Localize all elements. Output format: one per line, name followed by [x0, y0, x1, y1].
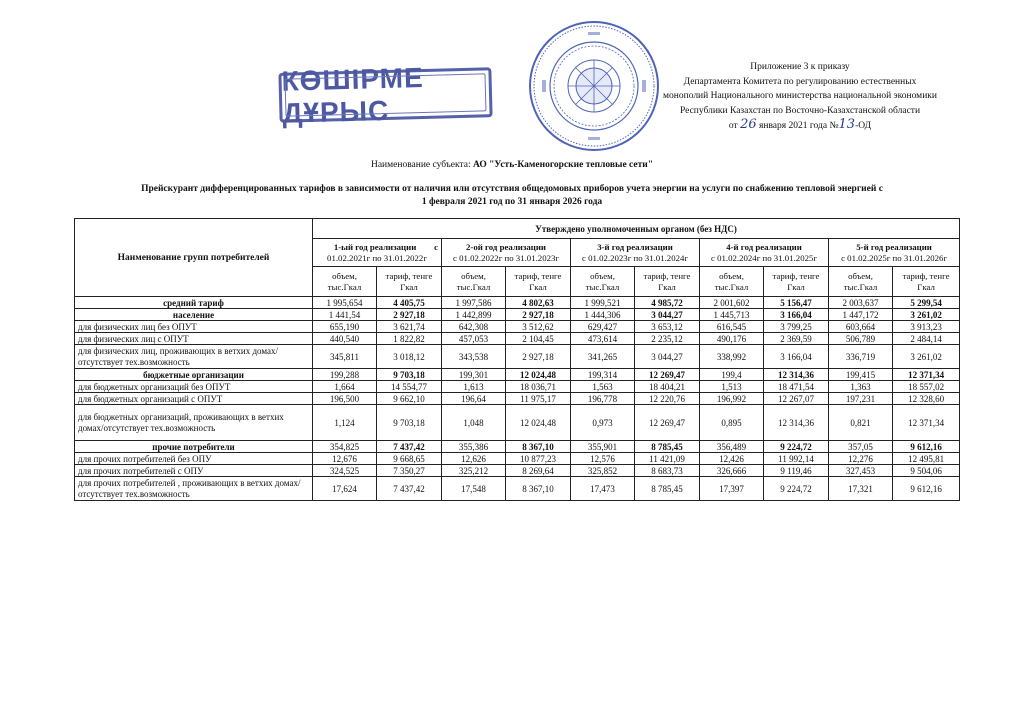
tariff-cell: 18 404,21	[635, 381, 700, 393]
consumer-group-name: население	[75, 309, 313, 321]
volume-cell: 197,231	[829, 393, 893, 405]
volume-cell: 12,276	[829, 453, 893, 465]
tariff-cell: 3 166,04	[764, 309, 829, 321]
period-range: с 01.02.2024г по 31.01.2025г	[711, 252, 817, 263]
tariff-cell: 18 036,71	[506, 381, 571, 393]
consumer-group-name: для физических лиц без ОПУТ	[75, 321, 313, 333]
volume-cell: 196,64	[442, 393, 506, 405]
date-middle: января 2021 года №	[758, 121, 839, 131]
tariff-cell: 3 166,04	[764, 345, 829, 369]
tariff-cell: 12 220,76	[635, 393, 700, 405]
table-row	[75, 321, 960, 333]
tariff-cell: 2 369,59	[764, 333, 829, 345]
tariff-cell: 12 314,36	[764, 369, 829, 381]
tariff-cell: 11 992,14	[764, 453, 829, 465]
tariff-cell: 12 371,34	[893, 369, 960, 381]
tariff-cell: 9 612,16	[893, 441, 960, 453]
tariff-cell: 7 437,42	[377, 477, 442, 501]
tariff-cell: 12 024,48	[506, 405, 571, 441]
volume-cell: 199,4	[700, 369, 764, 381]
volume-cell: 2 001,602	[700, 297, 764, 309]
volume-cell: 506,789	[829, 333, 893, 345]
volume-cell: 199,415	[829, 369, 893, 381]
appendix-line: монополий Национального министерства национальной экономики	[663, 91, 937, 101]
tariff-cell: 3 261,02	[893, 345, 960, 369]
volume-cell: 457,053	[442, 333, 506, 345]
volume-cell: 341,265	[571, 345, 635, 369]
volume-cell: 345,811	[313, 345, 377, 369]
consumer-group-name: прочие потребители	[75, 441, 313, 453]
volume-subheader: объем, тыс.Гкал	[700, 267, 764, 297]
tariff-cell: 2 927,18	[506, 345, 571, 369]
date-day: 26	[740, 117, 757, 132]
tariff-cell: 12 024,48	[506, 369, 571, 381]
volume-cell: 325,212	[442, 465, 506, 477]
consumer-group-name: для физических лиц с ОПУТ	[75, 333, 313, 345]
volume-cell: 1,363	[829, 381, 893, 393]
volume-cell: 603,664	[829, 321, 893, 333]
volume-cell: 324,525	[313, 465, 377, 477]
consumer-group-name: для бюджетных организаций с ОПУТ	[75, 393, 313, 405]
tariff-cell: 3 044,27	[635, 309, 700, 321]
volume-cell: 1,664	[313, 381, 377, 393]
tariff-cell: 3 261,02	[893, 309, 960, 321]
volume-cell: 1,513	[700, 381, 764, 393]
volume-cell: 357,05	[829, 441, 893, 453]
tariff-cell: 3 621,74	[377, 321, 442, 333]
tariff-cell: 3 018,12	[377, 345, 442, 369]
volume-cell: 1 999,521	[571, 297, 635, 309]
tariff-subheader: тариф, тенге Гкал	[506, 267, 571, 297]
table-row	[75, 405, 960, 441]
date-prefix: от	[728, 121, 738, 131]
tariff-cell: 12 267,07	[764, 393, 829, 405]
volume-cell: 326,666	[700, 465, 764, 477]
consumer-group-name: для бюджетных организаций без ОПУТ	[75, 381, 313, 393]
tariff-cell: 9 224,72	[764, 477, 829, 501]
tariff-cell: 12 269,47	[635, 369, 700, 381]
tariff-cell: 4 405,75	[377, 297, 442, 309]
tariff-cell: 10 877,23	[506, 453, 571, 465]
volume-cell: 356,489	[700, 441, 764, 453]
volume-cell: 1 442,899	[442, 309, 506, 321]
period-header	[571, 239, 700, 267]
volume-subheader: объем, тыс.Гкал	[571, 267, 635, 297]
tariff-cell: 12 269,47	[635, 405, 700, 441]
volume-cell: 12,576	[571, 453, 635, 465]
tariff-cell: 9 119,46	[764, 465, 829, 477]
volume-cell: 473,614	[571, 333, 635, 345]
volume-cell: 196,500	[313, 393, 377, 405]
subject-label: Наименование субъекта:	[370, 160, 471, 170]
volume-cell: 655,190	[313, 321, 377, 333]
tariff-cell: 4 985,72	[635, 297, 700, 309]
tariff-cell: 7 437,42	[377, 441, 442, 453]
subject-line	[0, 160, 1024, 170]
volume-cell: 1 444,306	[571, 309, 635, 321]
volume-cell: 355,901	[571, 441, 635, 453]
period-title: 5-й год реализации	[856, 241, 932, 252]
tariff-cell: 3 913,23	[893, 321, 960, 333]
date-suffix: -ОД	[855, 121, 872, 131]
tariff-cell: 2 927,18	[377, 309, 442, 321]
tariff-cell: 8 785,45	[635, 477, 700, 501]
volume-subheader: объем, тыс.Гкал	[442, 267, 506, 297]
volume-cell: 325,852	[571, 465, 635, 477]
approved-header: Утверждено уполномоченным органом (без НДС)	[313, 219, 960, 239]
volume-cell: 17,624	[313, 477, 377, 501]
tariff-cell: 9 703,18	[377, 405, 442, 441]
table-row	[75, 297, 960, 309]
tariff-cell: 9 224,72	[764, 441, 829, 453]
period-title: 4-й год реализации	[726, 241, 802, 252]
period-range: с 01.02.2025г по 31.01.2026г	[841, 252, 948, 263]
tariff-cell: 8 785,45	[635, 441, 700, 453]
tariff-subheader: тариф, тенге Гкал	[764, 267, 829, 297]
volume-cell: 17,548	[442, 477, 506, 501]
volume-cell: 354,825	[313, 441, 377, 453]
volume-cell: 1,124	[313, 405, 377, 441]
appendix-line: Приложение 3 к приказу	[750, 62, 850, 72]
tariff-table	[74, 218, 960, 501]
volume-cell: 343,538	[442, 345, 506, 369]
table-row	[75, 393, 960, 405]
tariff-cell: 12 371,34	[893, 405, 960, 441]
volume-cell: 336,719	[829, 345, 893, 369]
tariff-cell: 3 799,25	[764, 321, 829, 333]
tariff-cell: 3 653,12	[635, 321, 700, 333]
volume-cell: 355,386	[442, 441, 506, 453]
table-row	[75, 381, 960, 393]
tariff-subheader: тариф, тенге Гкал	[893, 267, 960, 297]
volume-cell: 12,676	[313, 453, 377, 465]
period-range: с 01.02.2022г по 31.01.2023г	[453, 252, 559, 263]
volume-cell: 196,778	[571, 393, 635, 405]
tariff-subheader: тариф, тенге Гкал	[635, 267, 700, 297]
volume-subheader: объем, тыс.Гкал	[829, 267, 893, 297]
table-row	[75, 465, 960, 477]
copy-correct-stamp	[278, 62, 492, 129]
volume-cell: 616,545	[700, 321, 764, 333]
group-header: Наименование групп потребителей	[75, 219, 313, 297]
volume-cell: 1 995,654	[313, 297, 377, 309]
table-row	[75, 333, 960, 345]
appendix-line: Департамента Комитета по регулированию естественных	[683, 76, 917, 87]
consumer-group-name: бюджетные организации	[75, 369, 313, 381]
tariff-cell: 7 350,27	[377, 465, 442, 477]
period-header	[313, 239, 442, 267]
tariff-cell: 8 269,64	[506, 465, 571, 477]
volume-cell: 196,992	[700, 393, 764, 405]
volume-cell: 17,473	[571, 477, 635, 501]
tariff-cell: 5 299,54	[893, 297, 960, 309]
tariff-cell: 9 703,18	[377, 369, 442, 381]
tariff-cell: 11 421,09	[635, 453, 700, 465]
period-header	[442, 239, 571, 267]
volume-cell: 1 447,172	[829, 309, 893, 321]
volume-cell: 17,397	[700, 477, 764, 501]
tariff-cell: 9 504,06	[893, 465, 960, 477]
tariff-subheader: тариф, тенге Гкал	[377, 267, 442, 297]
consumer-group-name: средний тариф	[75, 297, 313, 309]
volume-cell: 1 997,586	[442, 297, 506, 309]
volume-cell: 1 445,713	[700, 309, 764, 321]
tariff-cell: 8 683,73	[635, 465, 700, 477]
tariff-cell: 9 668,65	[377, 453, 442, 465]
tariff-cell: 12 314,36	[764, 405, 829, 441]
consumer-group-name: для прочих потребителей с ОПУ	[75, 465, 313, 477]
consumer-group-name: для прочих потребителей , проживающих в ветхих домах/отсутствует тех.возможность	[75, 477, 313, 501]
document-title: Прейскурант дифференцированных тарифов в зависимости от наличия или отсутствия общедомовых приборов учета энергии на услуги по снабжению тепловой энергией с 1 февраля 2021 год по 31 января 2026 года	[141, 184, 883, 207]
table-row	[75, 369, 960, 381]
volume-cell: 0,895	[700, 405, 764, 441]
tariff-cell: 9 612,16	[893, 477, 960, 501]
tariff-cell: 2 104,45	[506, 333, 571, 345]
consumer-group-name: для физических лиц, проживающих в ветхих домах/отсутствует тех.возможность	[75, 345, 313, 369]
volume-cell: 338,992	[700, 345, 764, 369]
appendix-date	[640, 118, 960, 134]
appendix-line: Республики Казахстан по Восточно-Казахстанской области	[679, 105, 921, 116]
tariff-cell: 2 927,18	[506, 309, 571, 321]
volume-cell: 1,563	[571, 381, 635, 393]
tariff-cell: 4 802,63	[506, 297, 571, 309]
period-header	[829, 239, 960, 267]
tariff-cell: 5 156,47	[764, 297, 829, 309]
tariff-cell: 9 662,10	[377, 393, 442, 405]
period-range: 01.02.2021г по 31.01.2022г	[327, 252, 427, 263]
appendix-block	[640, 60, 960, 134]
period-prefix: с	[434, 241, 438, 252]
consumer-group-name: для прочих потребителей без ОПУ	[75, 453, 313, 465]
tariff-cell: 18 471,54	[764, 381, 829, 393]
volume-cell: 0,973	[571, 405, 635, 441]
volume-cell: 1,613	[442, 381, 506, 393]
tariff-cell: 12 328,60	[893, 393, 960, 405]
consumer-group-name: для бюджетных организаций, проживающих в ветхих домах/отсутствует тех.возможность	[75, 405, 313, 441]
volume-cell: 1 441,54	[313, 309, 377, 321]
volume-cell: 629,427	[571, 321, 635, 333]
volume-cell: 12,426	[700, 453, 764, 465]
period-header	[700, 239, 829, 267]
tariff-cell: 2 484,14	[893, 333, 960, 345]
table-row	[75, 345, 960, 369]
volume-cell: 199,301	[442, 369, 506, 381]
tariff-cell: 18 557,02	[893, 381, 960, 393]
tariff-cell: 3 044,27	[635, 345, 700, 369]
period-title: 1-ый год реализации	[333, 241, 417, 252]
volume-subheader: объем, тыс.Гкал	[313, 267, 377, 297]
volume-cell: 199,314	[571, 369, 635, 381]
tariff-cell: 1 822,82	[377, 333, 442, 345]
tariff-cell: 8 367,10	[506, 441, 571, 453]
volume-cell: 642,308	[442, 321, 506, 333]
volume-cell: 199,288	[313, 369, 377, 381]
table-row	[75, 441, 960, 453]
tariff-cell: 11 975,17	[506, 393, 571, 405]
volume-cell: 327,453	[829, 465, 893, 477]
tariff-cell: 2 235,12	[635, 333, 700, 345]
subject-name: АО "Усть-Каменогорские тепловые сети"	[472, 160, 654, 170]
volume-cell: 12,626	[442, 453, 506, 465]
volume-cell: 2 003,637	[829, 297, 893, 309]
table-row	[75, 453, 960, 465]
tariff-cell: 14 554,77	[377, 381, 442, 393]
stamp-text: КӨШІРМЕ ДҰРЫС	[281, 62, 425, 129]
tariff-cell: 3 512,62	[506, 321, 571, 333]
tariff-cell: 12 495,81	[893, 453, 960, 465]
table-row	[75, 477, 960, 501]
period-title: 2-ой год реализации	[466, 241, 546, 252]
volume-cell: 0,821	[829, 405, 893, 441]
volume-cell: 440,540	[313, 333, 377, 345]
period-title: 3-й год реализации	[597, 241, 673, 252]
volume-cell: 17,321	[829, 477, 893, 501]
table-row	[75, 309, 960, 321]
volume-cell: 490,176	[700, 333, 764, 345]
period-range: с 01.02.2023г по 31.01.2024г	[582, 252, 688, 263]
volume-cell: 1,048	[442, 405, 506, 441]
order-number: 13	[838, 117, 856, 132]
tariff-cell: 8 367,10	[506, 477, 571, 501]
